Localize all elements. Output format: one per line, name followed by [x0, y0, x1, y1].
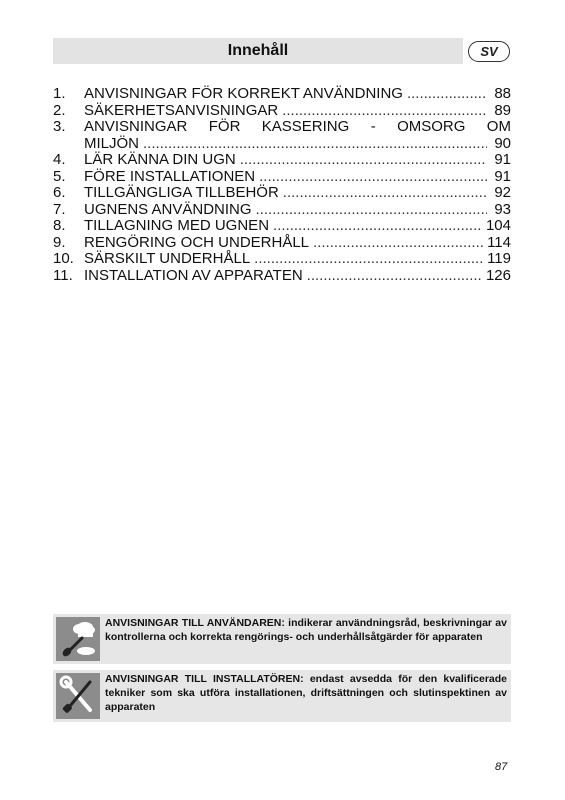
toc-page: 126	[485, 266, 511, 284]
toc-item[interactable]	[53, 202, 511, 219]
toc-number: 2.	[53, 101, 66, 119]
toc-page: 90	[494, 134, 511, 152]
toc-leader	[240, 152, 487, 169]
toc-item[interactable]	[53, 235, 511, 252]
toc-item[interactable]	[53, 185, 511, 202]
toc-item[interactable]	[53, 251, 511, 268]
toc-leader	[259, 169, 487, 186]
toc-page: 91	[494, 167, 511, 185]
toc-title: ANVISNINGAR FÖR KORREKT ANVÄNDNING	[84, 85, 403, 102]
toc-title: SÄKERHETSANVISNINGAR	[84, 101, 279, 119]
toc-title: FÖRE INSTALLATIONEN	[84, 167, 256, 185]
toc-number: 6.	[53, 184, 66, 201]
toc-title: INSTALLATION AV APPARATEN	[84, 266, 303, 284]
table-of-contents	[53, 86, 511, 284]
toc-title-word: OMSORG	[397, 118, 466, 135]
toc-leader	[407, 86, 487, 103]
toc-title-word: OM	[486, 118, 511, 135]
toc-leader	[283, 185, 487, 202]
toc-page: 89	[494, 101, 511, 119]
toc-number: 9.	[53, 233, 66, 251]
toc-number: 11.	[53, 266, 73, 284]
toc-title: TILLAGNING MED UGNEN	[84, 217, 270, 234]
toc-leader	[254, 251, 483, 268]
user-notice-text: ANVISNINGAR TILL ANVÄNDAREN: indikerar användningsråd, beskrivningar av kontrollerna och korrekta rengörings- och underhållsåtgärder för apparaten	[105, 617, 507, 643]
toc-page: 114	[487, 233, 511, 251]
toc-item[interactable]	[53, 103, 511, 120]
page-title: Innehåll	[227, 42, 289, 59]
toc-title-justified	[84, 119, 511, 136]
toc-item[interactable]	[53, 218, 511, 235]
chef-spoon-icon	[56, 617, 100, 661]
user-notice	[53, 614, 511, 664]
toc-number: 10.	[53, 250, 74, 267]
toc-page: 119	[487, 250, 511, 267]
toc-number: 4.	[53, 151, 66, 168]
toc-title-word: -	[370, 118, 376, 135]
toc-leader	[273, 218, 482, 235]
toc-leader	[282, 103, 487, 120]
installer-notice	[53, 670, 511, 722]
toc-page: 91	[494, 151, 511, 168]
toc-item[interactable]	[53, 119, 511, 136]
toc-item[interactable]	[53, 268, 511, 285]
toc-title: TILLGÄNGLIGA TILLBEHÖR	[84, 184, 279, 201]
toc-page: 93	[494, 200, 511, 218]
toc-leader	[256, 202, 487, 219]
toc-page: 92	[494, 184, 511, 201]
toc-number: 3.	[53, 118, 66, 135]
language-badge: SV	[468, 41, 510, 62]
toc-title: MILJÖN	[84, 134, 140, 152]
toc-title-word: FÖR	[208, 118, 241, 135]
toc-page: 104	[485, 217, 511, 234]
header-bar	[53, 38, 463, 64]
toc-number: 8.	[53, 217, 66, 234]
toc-item[interactable]	[53, 169, 511, 186]
toc-number: 5.	[53, 167, 66, 185]
toc-leader	[143, 136, 487, 153]
toc-title: LÄR KÄNNA DIN UGN	[84, 151, 236, 168]
toc-leader	[313, 235, 483, 252]
toc-title: UGNENS ANVÄNDNING	[84, 200, 252, 218]
toc-item[interactable]	[53, 86, 511, 103]
toc-title-word: ANVISNINGAR	[84, 118, 188, 135]
installer-notice-text: ANVISNINGAR TILL INSTALLATÖREN: endast avsedda för den kvalificerade tekniker som ska utföra installationen, driftsättningen och slutinspektinen av apparaten	[105, 673, 507, 713]
toc-title: SÄRSKILT UNDERHÅLL	[84, 250, 251, 267]
toc-number: 1.	[53, 85, 66, 102]
tools-icon	[56, 673, 100, 719]
toc-page: 88	[494, 85, 511, 102]
toc-title: RENGÖRING OCH UNDERHÅLL	[84, 233, 310, 251]
toc-leader	[307, 268, 482, 285]
toc-item[interactable]	[53, 152, 511, 169]
toc-number: 7.	[53, 200, 66, 218]
toc-title-word: KASSERING	[261, 118, 350, 135]
page-number: 87	[495, 761, 508, 773]
toc-item-continuation[interactable]	[53, 136, 511, 153]
